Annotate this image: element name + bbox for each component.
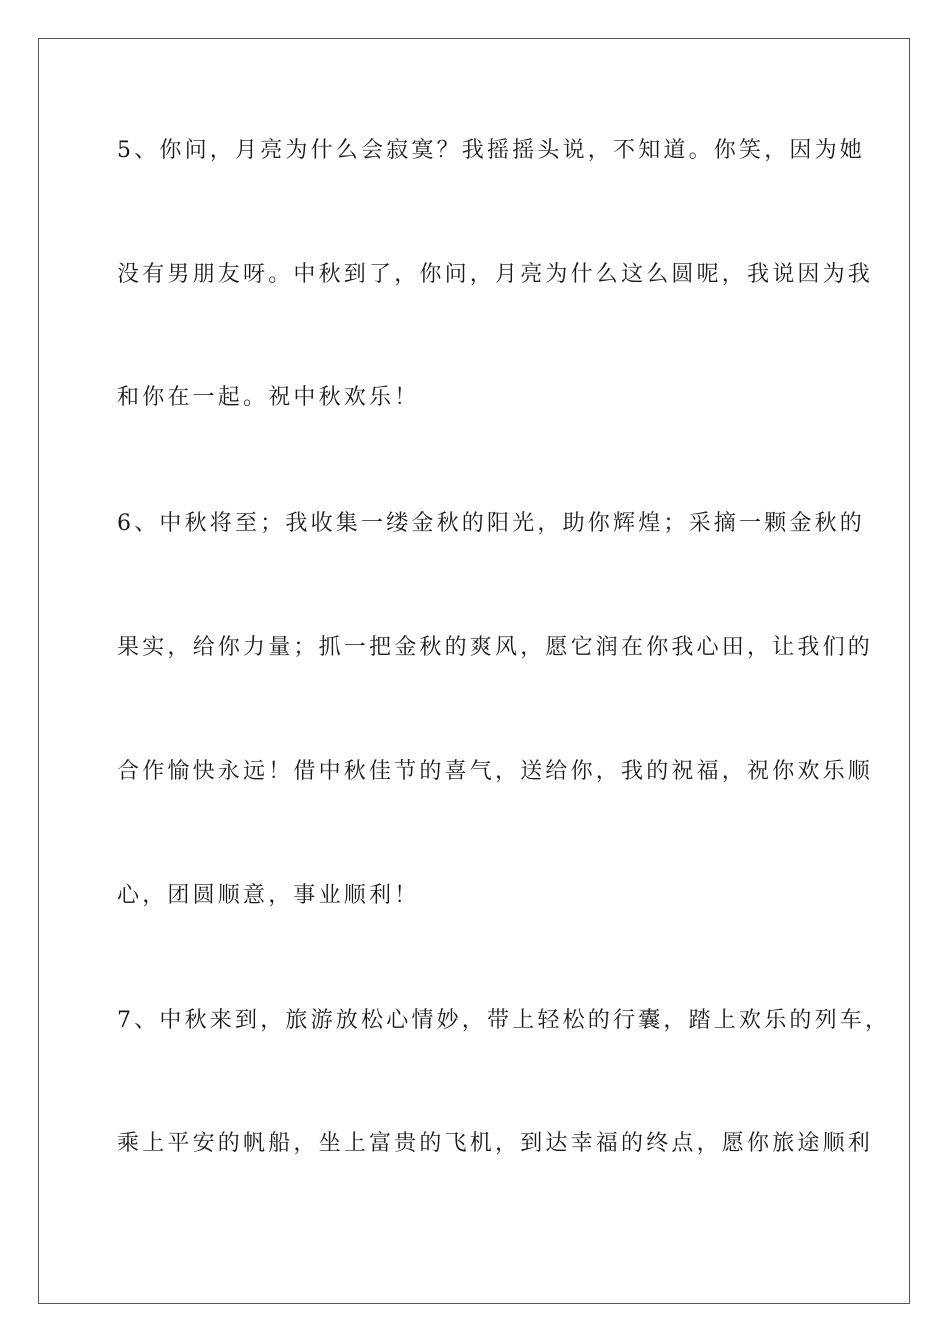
text-line: 7、中秋来到，旅游放松心情妙，带上轻松的行囊，踏上欢乐的列车，: [117, 1008, 891, 1033]
text-line: 没有男朋友呀。中秋到了，你问，月亮为什么这么圆呢，我说因为我: [117, 262, 874, 287]
text-line: 合作愉快永远！借中秋佳节的喜气，送给你，我的祝福，祝你欢乐顺: [117, 759, 874, 784]
text-line: 心，团圆顺意，事业顺利！: [117, 883, 420, 908]
text-line: 乘上平安的帆船，坐上富贵的飞机，到达幸福的终点，愿你旅途顺利: [117, 1131, 874, 1156]
text-line: 6、中秋将至；我收集一缕金秋的阳光，助你辉煌；采摘一颗金秋的: [117, 511, 865, 536]
text-line: 果实，给你力量；抓一把金秋的爽风，愿它润在你我心田，让我们的: [117, 635, 874, 660]
page-frame: [38, 38, 910, 1304]
text-line: 和你在一起。祝中秋欢乐！: [117, 385, 420, 410]
text-line: 5、你问，月亮为什么会寂寞？我摇摇头说，不知道。你笑，因为她: [117, 138, 865, 163]
